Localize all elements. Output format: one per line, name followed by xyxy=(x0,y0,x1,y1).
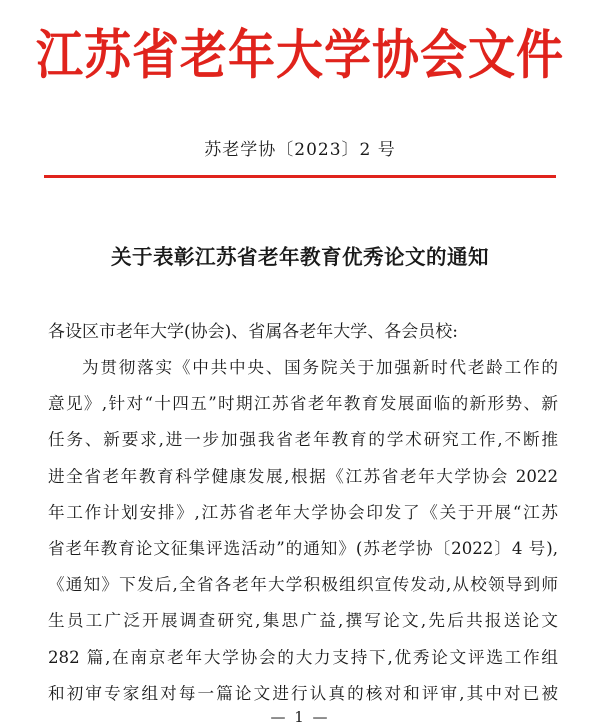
body-line: 任务、新要求,进一步加强我省老年教育的学术研究工作,不断推 xyxy=(48,430,558,450)
body-line: 《通知》下发后,全省各老年大学积极组织宣传发动,从校领导到师 xyxy=(48,575,558,595)
body-line: 意见》,针对“十四五”时期江苏省老年教育发展面临的新形势、新 xyxy=(48,394,558,414)
salutation: 各设区市老年大学(协会)、省属各老年大学、各会员校: xyxy=(48,322,458,342)
red-divider-line xyxy=(44,175,556,178)
body-line: 年工作计划安排》,江苏省老年大学协会印发了《关于开展“江苏 xyxy=(48,502,558,522)
body-line: 生员工广泛开展调查研究,集思广益,撰写论文,先后共报送论文 xyxy=(48,611,558,631)
body-line: 省老年教育论文征集评选活动”的通知》(苏老学协〔2022〕4 号), xyxy=(48,538,558,558)
body-line: 和初审专家组对每一篇论文进行认真的核对和评审,其中对已被 xyxy=(48,683,558,703)
body-line: 282 篇,在南京老年大学协会的大力支持下,优秀论文评选工作组 xyxy=(48,647,558,667)
notice-title: 关于表彰江苏省老年教育优秀论文的通知 xyxy=(111,245,489,269)
document-number: 苏老学协〔2023〕2 号 xyxy=(204,140,396,160)
body-line: 进全省老年教育科学健康发展,根据《江苏省老年大学协会 2022 xyxy=(48,466,558,486)
body-line: 为贯彻落实《中共中央、国务院关于加强新时代老龄工作的 xyxy=(82,358,558,377)
masthead-title: 江苏省老年大学协会文件 xyxy=(36,24,564,87)
page-number: — 1 — xyxy=(270,708,330,726)
body-text xyxy=(48,356,558,718)
